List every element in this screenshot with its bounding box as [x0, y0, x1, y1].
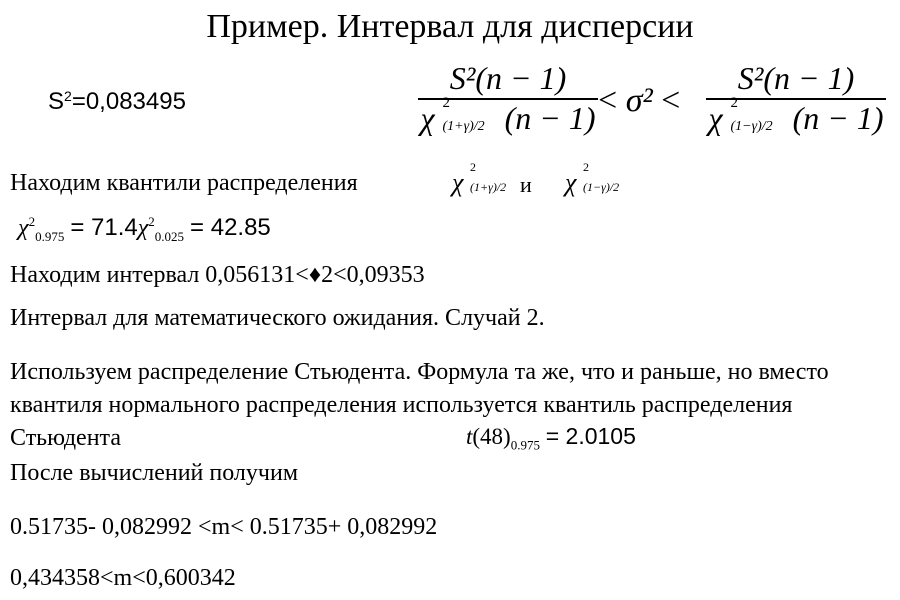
chi-symbol: χ: [18, 215, 29, 241]
case2-heading: Интервал для математического ожидания. Случай 2.: [10, 305, 545, 331]
mean-interval-expression: 0.51735- 0,082992 <m< 0.51735+ 0,082992: [10, 514, 438, 540]
less-than-sign: <: [661, 82, 681, 119]
and-word: и: [520, 172, 532, 197]
chi-symbol: χ: [708, 100, 723, 136]
chi-upper-subscript: (1−γ)/2: [730, 119, 773, 134]
lower-bound-denominator: [420, 95, 596, 136]
slide-title: Пример. Интервал для дисперсии: [206, 8, 694, 45]
chi-symbol: χ: [420, 100, 435, 136]
chi-lower-subscript: (1+γ)/2: [470, 180, 507, 194]
sample-variance-exponent: 2: [64, 88, 72, 104]
variance-interval-line: Находим интервал 0,056131<♦2<0,09353: [10, 262, 425, 288]
sample-variance-symbol: S: [48, 88, 65, 115]
lower-bound-fraction: [418, 62, 598, 134]
chi-symbol: χ: [452, 168, 464, 197]
lower-bound-numerator: S²(n − 1): [449, 60, 567, 96]
upper-bound-fraction: [706, 62, 886, 134]
chi-exponent: 2: [442, 95, 450, 111]
denominator-tail: (n − 1): [504, 100, 596, 136]
after-computation-line: После вычислений получим: [10, 460, 298, 486]
chi-symbol: χ: [565, 168, 577, 197]
chi-upper-subscript: (1−γ)/2: [583, 180, 620, 194]
quantile-values: [18, 214, 271, 245]
chi-exponent: 2: [730, 95, 738, 111]
sample-variance-value: =0,083495: [71, 88, 186, 115]
mean-interval-result: 0,434358<m<0,600342: [10, 565, 236, 591]
quantiles-line: Находим квантили распределения: [10, 170, 358, 196]
upper-bound-denominator: [708, 95, 884, 136]
t-argument: (48): [472, 424, 511, 449]
chi-exponent: 2: [470, 160, 476, 174]
chi-exponent: 2: [148, 214, 155, 229]
sample-variance: [48, 88, 186, 116]
quantile-2-subscript: 0.025: [154, 228, 185, 244]
sigma-squared: σ²: [625, 82, 653, 119]
quantile-2-value: = 42.85: [190, 214, 271, 241]
student-quantile-formula: [466, 423, 636, 454]
quantile-1-value: = 71.4: [70, 214, 138, 241]
t-symbol: t: [466, 424, 473, 449]
quantile-1-subscript: 0.975: [35, 228, 65, 244]
t-value: = 2.0105: [545, 423, 636, 449]
chi-upper-quantile: [565, 160, 620, 198]
inequality-left: [598, 82, 680, 120]
less-than-sign: <: [598, 82, 618, 119]
student-paragraph: Используем распределение Стьюдента. Формула та же, что и раньше, но вместо квантиля нормального распределения используется квантиль распределения Стьюдента: [10, 359, 829, 451]
chi-lower-quantile: [452, 160, 507, 198]
denominator-tail: (n − 1): [792, 100, 884, 136]
chi-exponent: 2: [28, 214, 36, 229]
upper-bound-numerator: S²(n − 1): [737, 60, 855, 96]
chi-lower-subscript: (1+γ)/2: [442, 119, 485, 134]
chi-exponent: 2: [583, 160, 589, 174]
t-subscript: 0.975: [510, 437, 540, 453]
chi-symbol: χ: [137, 215, 149, 241]
